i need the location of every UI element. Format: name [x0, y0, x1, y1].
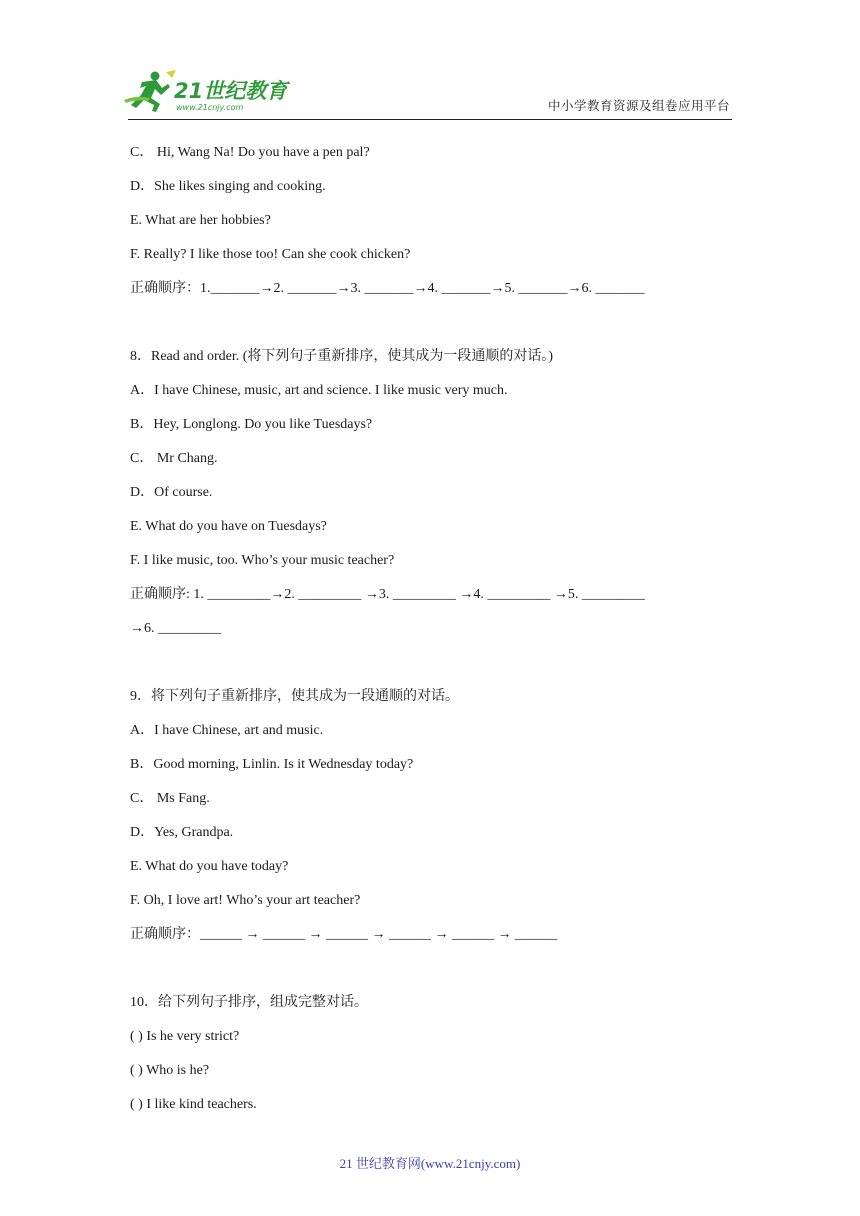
- q8-option-e: E. What do you have on Tuesdays?: [130, 519, 327, 534]
- q8-option-f: F. I like music, too. Who’s your music teacher?: [130, 553, 395, 568]
- spacer: [130, 306, 750, 340]
- q8-option-b: B．Hey, Longlong. Do you like Tuesdays?: [130, 417, 373, 432]
- q10-item-3: ( ) I like kind teachers.: [130, 1097, 257, 1112]
- q8-option-d: D．Of course.: [130, 485, 213, 500]
- q8-answer-order-cont: →6. _________: [130, 621, 221, 636]
- q9-option-b: B．Good morning, Linlin. Is it Wednesday today?: [130, 757, 414, 772]
- q10-title: 10．给下列句子排序，组成完整对话。: [130, 995, 368, 1010]
- q9-title: 9．将下列句子重新排序，使其成为一段通顺的对话。: [130, 689, 459, 704]
- header-platform-title: 中小学教育资源及组卷应用平台: [547, 98, 730, 113]
- q9-answer-order: 正确顺序：______ → ______ → ______ → ______ → ______ → ______: [130, 927, 557, 942]
- q8-title: 8．Read and order. (将下列句子重新排序，使其成为一段通顺的对话。): [130, 349, 554, 364]
- spacer: [130, 646, 750, 680]
- option-f-chicken: F. Really? I like those too! Can she cook chicken?: [130, 247, 411, 262]
- logo-main-text: 21世纪教育: [174, 79, 288, 103]
- runner-icon: [124, 70, 176, 112]
- document-body: [130, 136, 750, 1122]
- q8-option-c: C． Mr Chang.: [130, 451, 218, 466]
- q9-option-a: A．I have Chinese, art and music.: [130, 723, 324, 738]
- q9-option-f: F. Oh, I love art! Who’s your art teacher?: [130, 893, 361, 908]
- page-header: [0, 0, 860, 124]
- logo-url-text: www.21cnjy.com: [176, 103, 244, 112]
- q8-option-a: A．I have Chinese, music, art and science. I like music very much.: [130, 383, 508, 398]
- q10-item-1: ( ) Is he very strict?: [130, 1029, 240, 1044]
- option-c-penpal: C． Hi, Wang Na! Do you have a pen pal?: [130, 145, 370, 160]
- q10-item-2: ( ) Who is he?: [130, 1063, 210, 1078]
- option-e-hobbies-question: E. What are her hobbies?: [130, 213, 271, 228]
- q8-answer-order: 正确顺序: 1. _________→2. _________ →3. _________ →4. _________ →5. _________: [130, 587, 645, 602]
- q9-option-e: E. What do you have today?: [130, 859, 289, 874]
- site-logo: [122, 68, 292, 116]
- q9-option-d: D．Yes, Grandpa.: [130, 825, 234, 840]
- spacer: [130, 952, 750, 986]
- q7-answer-order: 正确顺序：1._______→2. _______→3. _______→4. _______→5. _______→6. _______: [130, 281, 645, 296]
- q9-option-c: C． Ms Fang.: [130, 791, 210, 806]
- header-divider: [128, 119, 732, 120]
- page-footer: 21 世纪教育网(www.21cnjy.com): [339, 1156, 521, 1171]
- option-d-hobbies: D．She likes singing and cooking.: [130, 179, 326, 194]
